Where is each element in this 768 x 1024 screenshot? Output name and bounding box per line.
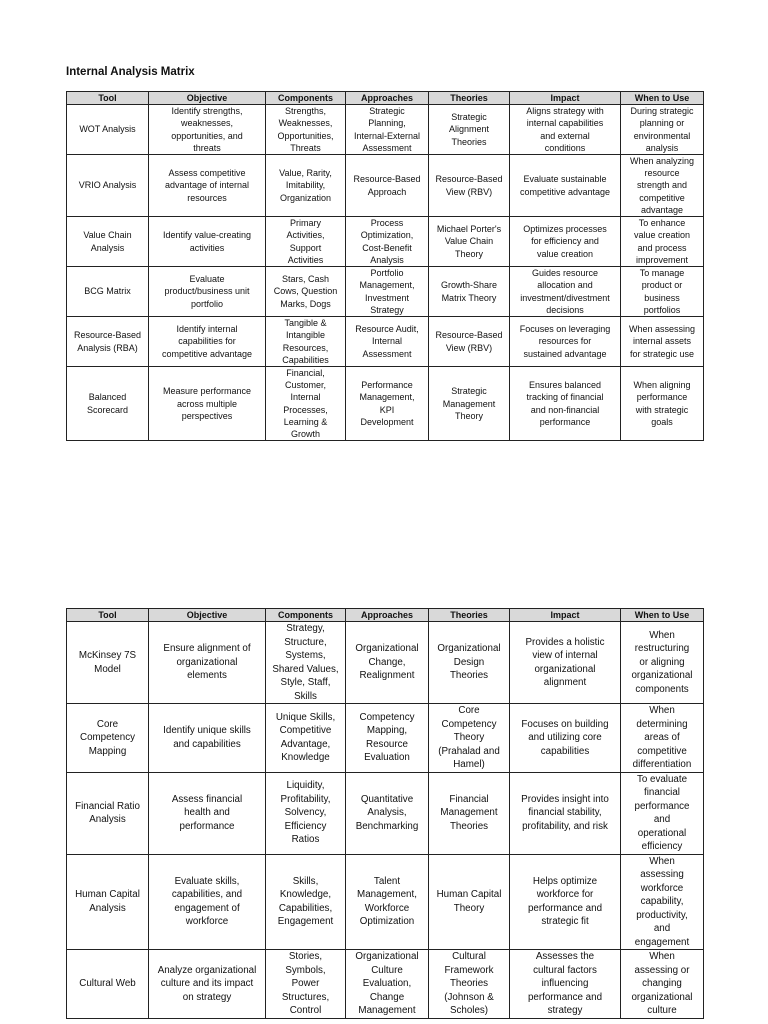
header-components: Components: [266, 609, 346, 622]
cell-when-to-use: When analyzing resource strength and competitive advantage: [621, 155, 704, 217]
cell-approaches: Strategic Planning, Internal-External Assessment: [346, 105, 429, 155]
cell-theories: Resource-Based View (RBV): [429, 155, 510, 217]
cell-components: Stars, Cash Cows, Question Marks, Dogs: [266, 267, 346, 317]
cell-objective: Assess financial health and performance: [149, 772, 266, 854]
cell-impact: Assesses the cultural factors influencing performance and strategy: [510, 950, 621, 1019]
header-theories: Theories: [429, 92, 510, 105]
cell-theories: Financial Management Theories: [429, 772, 510, 854]
cell-approaches: Talent Management, Workforce Optimization: [346, 854, 429, 950]
header-tool: Tool: [67, 609, 149, 622]
header-objective: Objective: [149, 609, 266, 622]
document-title: Internal Analysis Matrix: [66, 66, 195, 78]
header-when-to-use: When to Use: [621, 609, 704, 622]
cell-tool: BCG Matrix: [67, 267, 149, 317]
internal-analysis-matrix-table-2: [66, 608, 704, 1019]
header-row: [67, 92, 704, 105]
cell-when-to-use: When aligning performance with strategic goals: [621, 367, 704, 441]
cell-objective: Assess competitive advantage of internal resources: [149, 155, 266, 217]
cell-objective: Evaluate product/business unit portfolio: [149, 267, 266, 317]
cell-when-to-use: To evaluate financial performance and operational efficiency: [621, 772, 704, 854]
table-row: [67, 854, 704, 950]
table-row: [67, 105, 704, 155]
table-row: [67, 267, 704, 317]
cell-impact: Focuses on building and utilizing core capabilities: [510, 704, 621, 773]
cell-objective: Analyze organizational culture and its impact on strategy: [149, 950, 266, 1019]
table-row: [67, 367, 704, 441]
table-row: [67, 622, 704, 704]
header-objective: Objective: [149, 92, 266, 105]
cell-approaches: Organizational Change, Realignment: [346, 622, 429, 704]
cell-tool: Core Competency Mapping: [67, 704, 149, 773]
cell-theories: Human Capital Theory: [429, 854, 510, 950]
header-theories: Theories: [429, 609, 510, 622]
header-approaches: Approaches: [346, 609, 429, 622]
cell-tool: WOT Analysis: [67, 105, 149, 155]
cell-components: Strategy, Structure, Systems, Shared Values, Style, Staff, Skills: [266, 622, 346, 704]
cell-components: Stories, Symbols, Power Structures, Control: [266, 950, 346, 1019]
cell-approaches: Competency Mapping, Resource Evaluation: [346, 704, 429, 773]
cell-theories: Strategic Alignment Theories: [429, 105, 510, 155]
header-impact: Impact: [510, 609, 621, 622]
table-row: [67, 317, 704, 367]
cell-components: Value, Rarity, Imitability, Organization: [266, 155, 346, 217]
internal-analysis-matrix-table-1: [66, 91, 704, 441]
cell-theories: Resource-Based View (RBV): [429, 317, 510, 367]
cell-when-to-use: When assessing internal assets for strategic use: [621, 317, 704, 367]
cell-approaches: Resource-Based Approach: [346, 155, 429, 217]
cell-when-to-use: To manage product or business portfolios: [621, 267, 704, 317]
cell-theories: Michael Porter's Value Chain Theory: [429, 217, 510, 267]
cell-tool: Resource-Based Analysis (RBA): [67, 317, 149, 367]
cell-tool: Cultural Web: [67, 950, 149, 1019]
cell-tool: Balanced Scorecard: [67, 367, 149, 441]
cell-components: Skills, Knowledge, Capabilities, Engagement: [266, 854, 346, 950]
cell-tool: McKinsey 7S Model: [67, 622, 149, 704]
cell-components: Liquidity, Profitability, Solvency, Efficiency Ratios: [266, 772, 346, 854]
header-approaches: Approaches: [346, 92, 429, 105]
cell-impact: Provides insight into financial stability, profitability, and risk: [510, 772, 621, 854]
cell-theories: Organizational Design Theories: [429, 622, 510, 704]
cell-theories: Strategic Management Theory: [429, 367, 510, 441]
cell-objective: Identify strengths, weaknesses, opportunities, and threats: [149, 105, 266, 155]
cell-when-to-use: When assessing or changing organizational culture: [621, 950, 704, 1019]
header-when-to-use: When to Use: [621, 92, 704, 105]
cell-impact: Focuses on leveraging resources for sustained advantage: [510, 317, 621, 367]
cell-theories: Core Competency Theory (Prahalad and Hamel): [429, 704, 510, 773]
table-row: [67, 155, 704, 217]
cell-when-to-use: During strategic planning or environmental analysis: [621, 105, 704, 155]
cell-objective: Identify internal capabilities for competitive advantage: [149, 317, 266, 367]
cell-impact: Optimizes processes for efficiency and value creation: [510, 217, 621, 267]
cell-approaches: Resource Audit, Internal Assessment: [346, 317, 429, 367]
cell-when-to-use: When determining areas of competitive differentiation: [621, 704, 704, 773]
cell-objective: Identify value-creating activities: [149, 217, 266, 267]
cell-approaches: Portfolio Management, Investment Strategy: [346, 267, 429, 317]
cell-impact: Guides resource allocation and investment/divestment decisions: [510, 267, 621, 317]
table-row: [67, 704, 704, 773]
cell-when-to-use: To enhance value creation and process improvement: [621, 217, 704, 267]
cell-approaches: Performance Management, KPI Development: [346, 367, 429, 441]
cell-components: Financial, Customer, Internal Processes, Learning & Growth: [266, 367, 346, 441]
cell-theories: Growth-Share Matrix Theory: [429, 267, 510, 317]
header-impact: Impact: [510, 92, 621, 105]
table-row: [67, 950, 704, 1019]
cell-objective: Identify unique skills and capabilities: [149, 704, 266, 773]
cell-tool: Financial Ratio Analysis: [67, 772, 149, 854]
cell-theories: Cultural Framework Theories (Johnson & Scholes): [429, 950, 510, 1019]
cell-components: Tangible & Intangible Resources, Capabilities: [266, 317, 346, 367]
cell-tool: Human Capital Analysis: [67, 854, 149, 950]
cell-objective: Ensure alignment of organizational elements: [149, 622, 266, 704]
header-tool: Tool: [67, 92, 149, 105]
cell-objective: Measure performance across multiple perspectives: [149, 367, 266, 441]
table-row: [67, 217, 704, 267]
cell-components: Unique Skills, Competitive Advantage, Knowledge: [266, 704, 346, 773]
table-row: [67, 772, 704, 854]
cell-impact: Evaluate sustainable competitive advantage: [510, 155, 621, 217]
header-components: Components: [266, 92, 346, 105]
cell-approaches: Process Optimization, Cost-Benefit Analysis: [346, 217, 429, 267]
cell-objective: Evaluate skills, capabilities, and engagement of workforce: [149, 854, 266, 950]
cell-components: Primary Activities, Support Activities: [266, 217, 346, 267]
cell-impact: Provides a holistic view of internal organizational alignment: [510, 622, 621, 704]
cell-impact: Ensures balanced tracking of financial and non-financial performance: [510, 367, 621, 441]
cell-when-to-use: When assessing workforce capability, productivity, and engagement: [621, 854, 704, 950]
cell-approaches: Quantitative Analysis, Benchmarking: [346, 772, 429, 854]
cell-impact: Helps optimize workforce for performance and strategic fit: [510, 854, 621, 950]
header-row: [67, 609, 704, 622]
cell-components: Strengths, Weaknesses, Opportunities, Threats: [266, 105, 346, 155]
cell-when-to-use: When restructuring or aligning organizational components: [621, 622, 704, 704]
cell-impact: Aligns strategy with internal capabilities and external conditions: [510, 105, 621, 155]
cell-approaches: Organizational Culture Evaluation, Change Management: [346, 950, 429, 1019]
cell-tool: Value Chain Analysis: [67, 217, 149, 267]
cell-tool: VRIO Analysis: [67, 155, 149, 217]
